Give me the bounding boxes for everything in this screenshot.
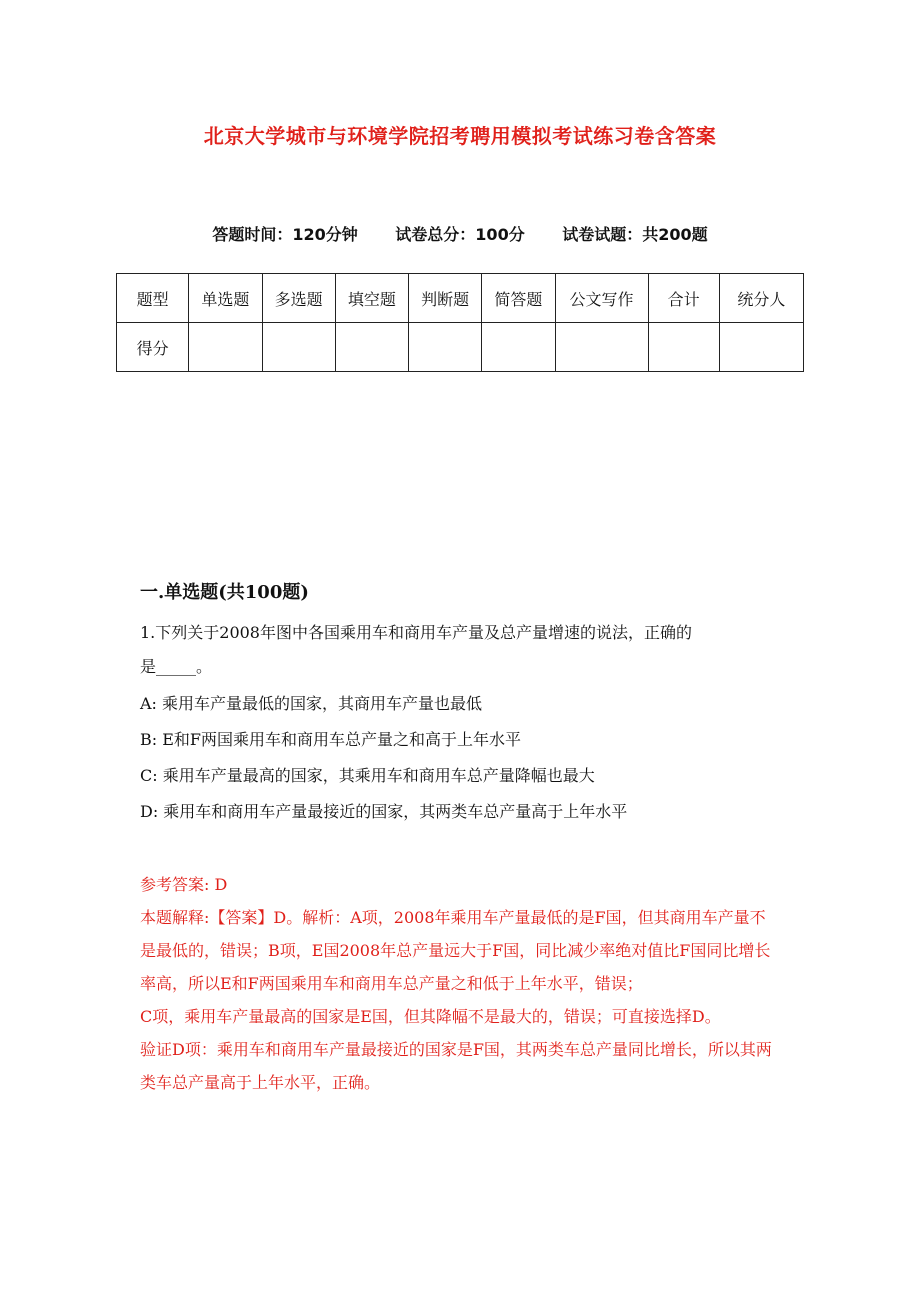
document-title: 北京大学城市与环境学院招考聘用模拟考试练习卷含答案 (203, 124, 717, 148)
answer-block (140, 868, 780, 1099)
header-cell-scorer: 统分人 (719, 274, 803, 323)
exam-meta (0, 222, 920, 245)
header-cell-type: 题型 (117, 274, 189, 323)
option-c: C: 乘用车产量最高的国家，其乘用车和商用车总产量降幅也最大 (140, 766, 595, 785)
score-cell (335, 323, 408, 372)
score-cell (262, 323, 335, 372)
header-cell-single: 单选题 (189, 274, 262, 323)
score-cell (648, 323, 719, 372)
header-cell-fill: 填空题 (335, 274, 408, 323)
score-table (116, 273, 804, 372)
header-cell-judge: 判断题 (409, 274, 482, 323)
section-title: 一.单选题(共100题) (140, 582, 309, 603)
reference-answer: 参考答案: D (140, 875, 228, 894)
header-cell-short: 简答题 (482, 274, 555, 323)
header-cell-multi: 多选题 (262, 274, 335, 323)
exam-time: 答题时间：120分钟 (212, 225, 358, 244)
score-cell (189, 323, 262, 372)
header-cell-total: 合计 (648, 274, 719, 323)
explanation-paragraph-3: 验证D项：乘用车和商用车产量最接近的国家是F国，其两类车总产量同比增长，所以其两类车总产量高于上年水平，正确。 (140, 1040, 772, 1092)
score-cell (555, 323, 648, 372)
option-a: A: 乘用车产量最低的国家，其商用车产量也最低 (140, 694, 483, 713)
option-b: B: E和F两国乘用车和商用车总产量之和高于上年水平 (140, 730, 522, 749)
exam-total-score: 试卷总分：100分 (395, 225, 525, 244)
score-table-score-row (117, 323, 804, 372)
score-row-label: 得分 (117, 323, 189, 372)
explanation-paragraph-1: 本题解释:【答案】D。解析：A项，2008年乘用车产量最低的是F国，但其商用车产量不是最低的，错误；B项，E国2008年总产量远大于F国，同比减少率绝对值比F国同比增长率高，所以E和F两国乘用车和商用车总产量之和低于上年水平，错误； (140, 908, 771, 993)
explanation-paragraph-2: C项，乘用车产量最高的国家是E国，但其降幅不是最大的，错误；可直接选择D。 (140, 1007, 721, 1026)
question-stem-line-1: 1.下列关于2008年图中各国乘用车和商用车产量及总产量增速的说法，正确的 (140, 623, 692, 642)
score-table-header-row (117, 274, 804, 323)
question-stem-line-2: 是_____。 (140, 657, 213, 676)
exam-question-count: 试卷试题：共200题 (562, 225, 708, 244)
header-cell-writing: 公文写作 (555, 274, 648, 323)
score-cell (719, 323, 803, 372)
score-cell (482, 323, 555, 372)
score-cell (409, 323, 482, 372)
option-d: D: 乘用车和商用车产量最接近的国家，其两类车总产量高于上年水平 (140, 802, 628, 821)
